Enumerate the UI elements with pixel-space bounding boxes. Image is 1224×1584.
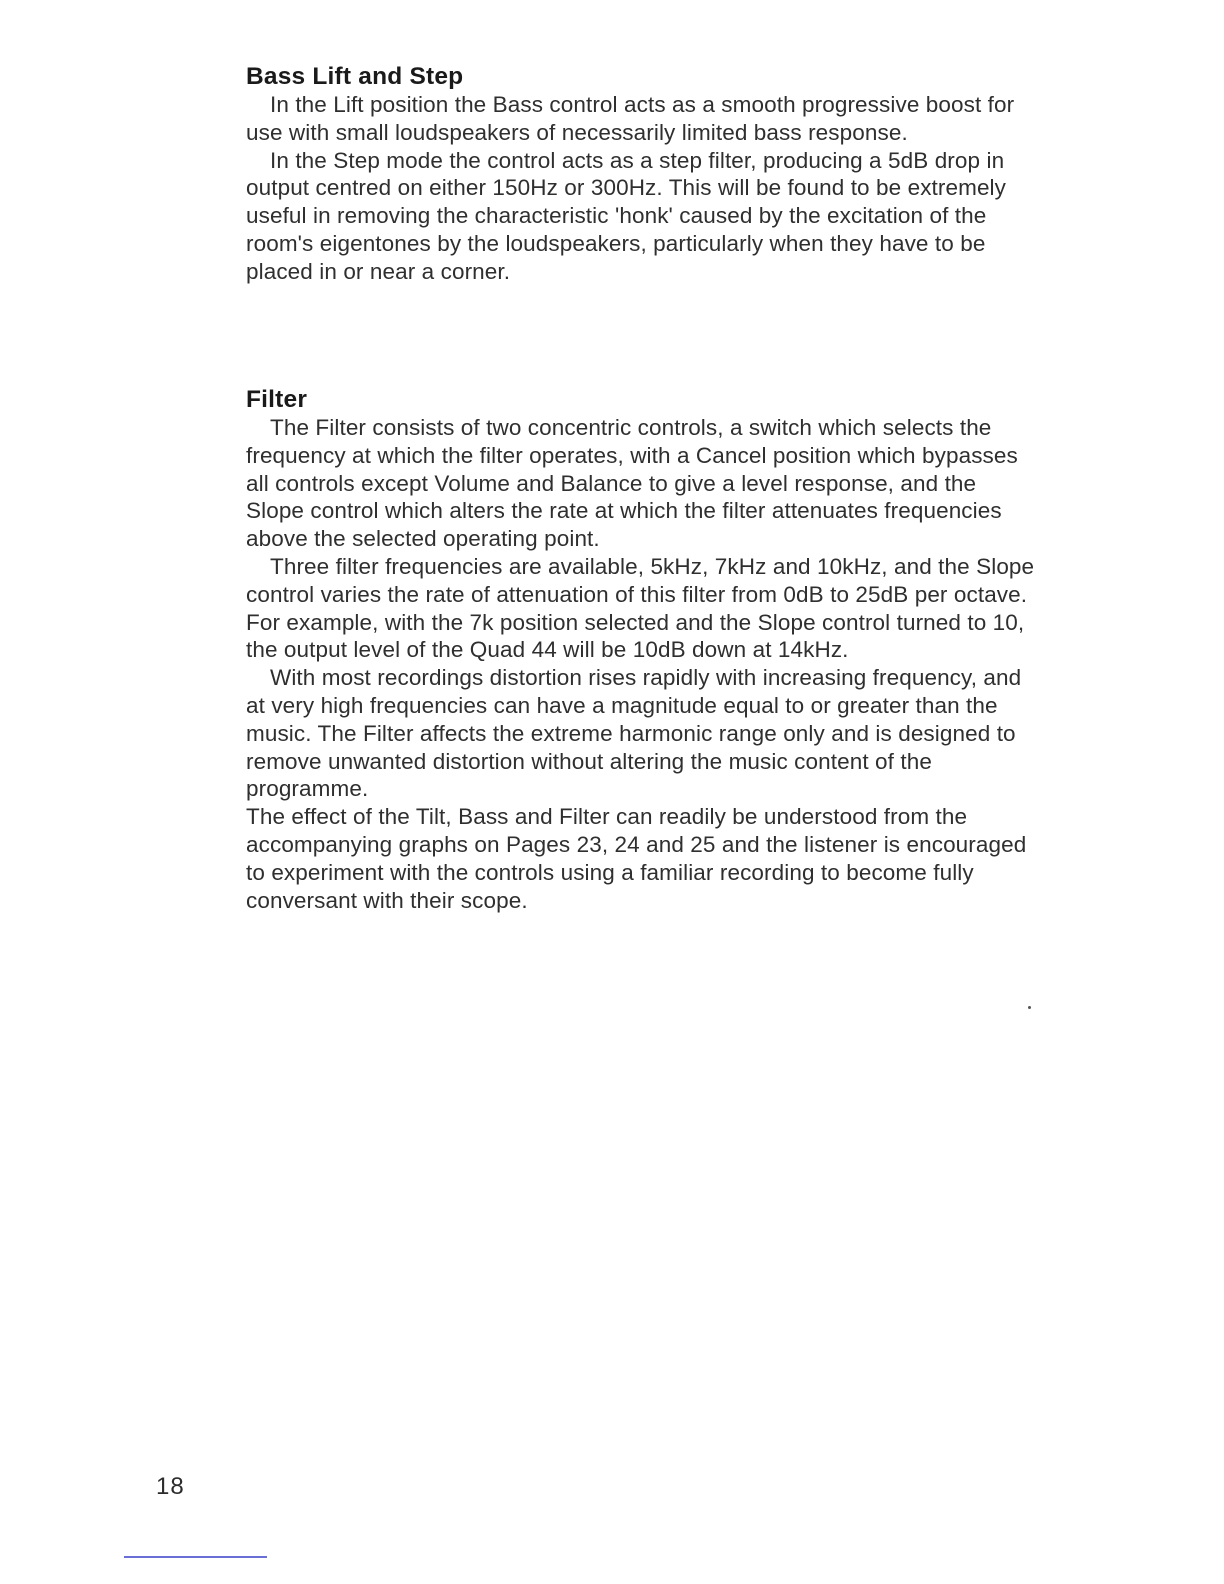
section-filter (246, 385, 1036, 914)
section-heading: Filter (246, 386, 308, 413)
paragraph: For example, with the 7k position selected and the Slope control turned to 10, the output level of the Quad 44 will be 10dB down at 14kHz. (246, 609, 1025, 663)
paragraph: The Filter consists of two concentric controls, a switch which selects the frequency at which the filter operates, with a Cancel position which bypasses all controls except Volume and Balance to give a level response, and the Slope control which alters the rate at which the filter attenuates frequencies above the selected operating point. (246, 415, 1018, 552)
section-bass-lift-and-step (246, 62, 1036, 286)
bottom-rule (124, 1556, 267, 1558)
scan-speck (1028, 1006, 1031, 1009)
page-number: 18 (156, 1473, 185, 1500)
paragraph: Three filter frequencies are available, 5kHz, 7kHz and 10kHz, and the Slope control varies the rate of attenuation of this filter from 0dB to 25dB per octave. (246, 553, 1035, 607)
paragraph: In the Step mode the control acts as a step filter, producing a 5dB drop in output centred on either 150Hz or 300Hz. This will be found to be extremely useful in removing the characteristic 'honk' caused by the excitation of the room's eigentones by the loudspeakers, particularly when they have to be placed in or near a corner. (246, 147, 1007, 284)
paragraph: The effect of the Tilt, Bass and Filter can readily be understood from the accompanying graphs on Pages 23, 24 and 25 and the listener is encouraged to experiment with the controls using a familiar recording to become fully conversant with their scope. (246, 804, 1027, 913)
section-heading: Bass Lift and Step (246, 63, 464, 90)
paragraph: With most recordings distortion rises rapidly with increasing frequency, and at very high frequencies can have a magnitude equal to or greater than the music. The Filter affects the extreme harmonic range only and is designed to remove unwanted distortion without altering the music content of the programme. (246, 665, 1022, 802)
paragraph: In the Lift position the Bass control acts as a smooth progressive boost for use with small loudspeakers of necessarily limited bass response. (246, 92, 1015, 145)
